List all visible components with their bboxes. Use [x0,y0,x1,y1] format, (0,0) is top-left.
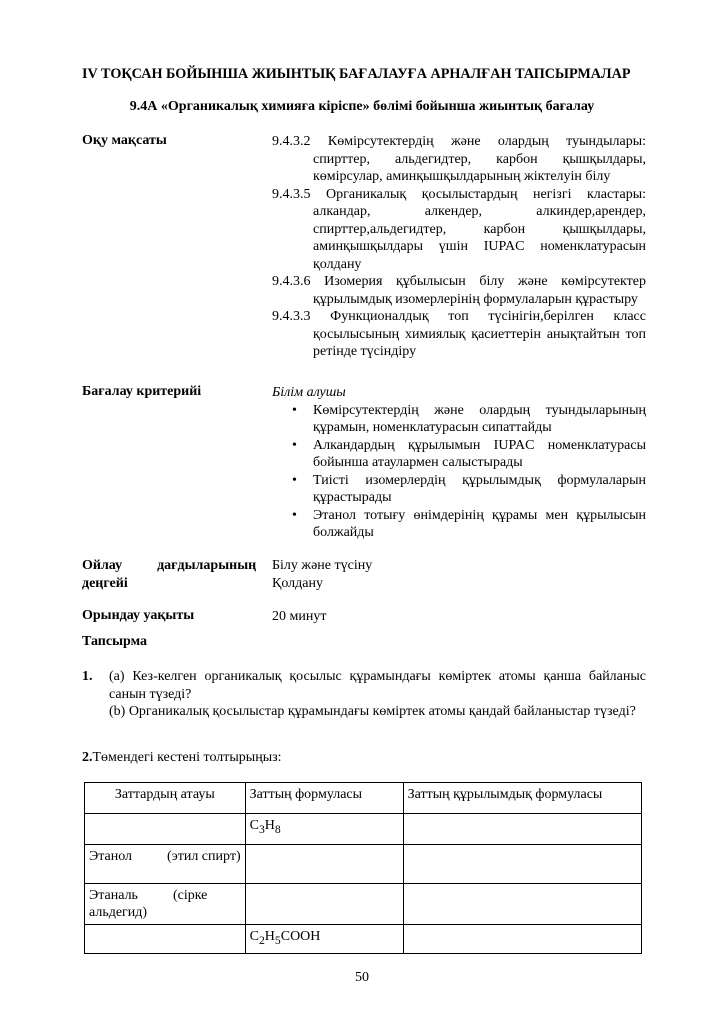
time-label: Орындау уақыты [82,608,195,623]
table-row [85,884,642,925]
criteria-item [272,437,646,472]
criteria-label: Бағалау критерийі [82,384,202,399]
objective-code-line: 9.4.3.2 Көмірсутектердің және олардың туындылары: [272,134,646,149]
formula-subscript: 2 [258,933,265,947]
thinking-label-line: деңгейі [82,575,128,591]
task1-part-a: (a) Кез-келген органикалық қосылыс құрамындағы көміртек атомы қанша байланыс санын түзеді? [109,669,646,702]
formula-subscript: 8 [274,822,281,836]
table-cell-formula[interactable] [245,884,403,925]
formula-subscript: 3 [258,822,265,836]
bullet-icon: • [292,472,297,488]
objective-text: спирттер, альдегидтер, карбон қышқылдары, көмірсулар, аминқышқылдарының жіктелуін білу [313,151,646,184]
task2 [82,750,282,766]
thinking-value: Қолдану [272,575,323,591]
objective-item [272,186,646,274]
objective-item [272,133,646,186]
table-cell-formula [245,814,403,845]
table-row [85,845,642,884]
task1-number: 1. [82,669,93,684]
formula-part: H [264,818,275,833]
criteria-item [272,472,646,507]
criteria-text: Этанол тотығу өнімдерінің құрамы мен құрылысын болжайды [313,507,646,540]
table-cell-structure[interactable] [403,845,641,884]
bullet-icon: • [292,437,297,453]
objective-item [272,308,646,361]
objective-code-line: 9.4.3.5 Органикалық қосылыстардың негізгі кластары: [272,186,646,202]
table-header-row [85,783,642,814]
thinking-value: Білу және түсіну [272,558,373,573]
criteria-text: Тиісті изомерлердің құрылымдық формулаларын құрастырады [313,472,646,505]
time-value: 20 минут [272,609,327,624]
page-title: IV ТОҚСАН БОЙЫНША ЖИЫНТЫҚ БАҒАЛАУҒА АРНАЛҒАН ТАПСЫРМАЛАР [82,66,631,82]
formula-part: COOH [280,929,321,944]
task2-text: Төмендегі кестені толтырыңыз: [92,750,282,765]
objective-code-line: 9.4.3.3 Функционалдық топ түсінігін,берілген класс [272,309,646,324]
table-row [85,814,642,845]
criteria-text: Алкандардың құрылымын IUPAC номенклатурасы бойынша атаулармен салыстырады [313,437,646,470]
table-cell-structure[interactable] [403,884,641,925]
criteria-item [272,507,646,542]
objective-code-line: 9.4.3.6 Изомерия құбылысын білу және көмірсутектер [272,274,646,289]
formula-part: C [249,929,259,944]
table-header: Заттардың атауы [85,783,246,814]
objective-text: құрылымдық изомерлерінің формулаларын құрастыру [313,291,638,307]
objective-item [272,273,646,308]
table-cell-formula[interactable] [245,845,403,884]
criteria-head: Білім алушы [272,385,346,400]
table-header: Заттың формуласы [245,783,403,814]
table-row [85,925,642,954]
bullet-icon: • [292,507,297,523]
objective-text: алкандар, алкендер, алкиндер,арендер, спирттер,альдегидтер, карбон қышқылдары, аминқышқылдары үшін IUPAC номенклатурасын қолдану [313,204,646,272]
row-name-text: Этаналь (сірке альдегид) [89,888,211,920]
objectives-list [272,133,646,361]
formula-part: H [264,929,275,944]
task2-number: 2. [82,750,93,765]
objective-text: қосылысының химиялық қасиеттерін анықтайтын топ ретінде түсіндіру [313,326,646,359]
table-cell-structure[interactable] [403,925,641,954]
task-heading: Тапсырма [82,634,148,649]
thinking-label [82,557,257,592]
row-name-text: Этанол (этил спирт) [89,849,241,864]
formula-part: C [249,818,259,833]
page-number: 50 [355,970,369,985]
criteria-block [272,384,646,542]
thinking-label-line: Ойлау дағдыларының [82,558,257,573]
formula-subscript: 5 [274,933,281,947]
table-cell-formula [245,925,403,954]
criteria-item [272,402,646,437]
table-cell-name [85,845,246,884]
fill-table [84,782,642,954]
criteria-text: Көмірсутектердің және олардың туындыларының құрамын, номенклатурасын сипаттайды [313,402,646,435]
section-subtitle: 9.4А «Органикалық химияға кіріспе» бөлімі бойынша жиынтық бағалау [129,99,595,114]
thinking-values [272,557,372,592]
criteria-list [272,402,646,542]
task1-part-b: (b) Органикалық қосылыстар құрамындағы көміртек атомы қандай байланыстар түзеді? [109,704,636,719]
table-cell-name[interactable] [85,925,246,954]
table-cell-name [85,884,246,925]
table-cell-structure[interactable] [403,814,641,845]
objectives-label: Оқу мақсаты [82,133,167,148]
bullet-icon: • [292,402,297,418]
table-cell-name [85,814,246,845]
table-header: Заттың құрылымдық формуласы [403,783,641,814]
task1 [82,668,646,721]
